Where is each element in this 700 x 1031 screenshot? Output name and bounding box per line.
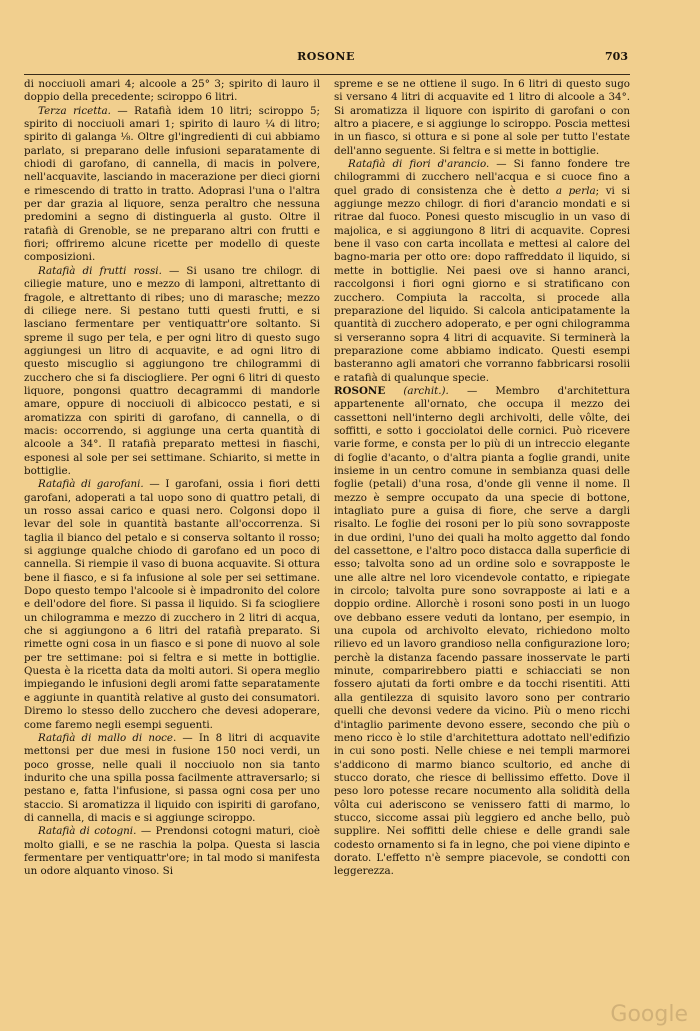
left-column	[24, 78, 320, 1003]
running-header	[24, 50, 628, 66]
recipe-text: — Prendonsi cotogni maturi, cioè molto gialli, e se ne raschia la polpa. Questa si lascia fermentare per ventiquattr'ore; in tal modo si manifesta un odore alquanto vinoso. Si	[24, 825, 320, 878]
entry-abbreviation: (archit.).	[403, 384, 449, 397]
entry-term: ROSONE	[334, 384, 386, 397]
paragraph-terza-ricetta	[24, 105, 320, 265]
paragraph-frutti-rossi	[24, 265, 320, 479]
page-number: 703	[605, 50, 628, 63]
header-rule	[24, 74, 630, 75]
recipe-text: — I garofani, ossia i fiori detti garofani, adoperati a tal uopo sono di quattro petali, di un rosso assai carico e quasi nero. Colgonsi dopo il levar del sole in quantità bastante all'occorrenza. Si taglia il bianco del petalo e si conserva soltanto il rosso; si aggiunge qualche chiodo di garofano ed un poco di cannella. Si riempie il vaso di buona acquavite. Si ottura bene il fiasco, e si fa infusione al sole per sei settimane. Dopo questo tempo l'alcoole si è impadronito del colore e dell'odore del fiore. Si passa il liquido. Si fa sciogliere un chilogramma e mezzo di zucchero in 2 litri di acqua, che si aggiungono a 6 litri del ratafià preparato. Si rimette ogni cosa in un fiasco e si pone di nuovo al sole per tre settimane: poi si feltra e si mette in bottiglie. Questa è la ricetta data da molti autori. Si opera meglio impiegando le infusioni degli aromi fatte separatamente e aggiunte in quantità relative al gusto dei consumatori. Diremo lo stesso dello zucchero che devesi adoperare, come faremo negli esempi seguenti.	[24, 478, 320, 731]
recipe-text-emphasis: a perla	[555, 184, 596, 197]
paragraph-garofani	[24, 478, 320, 732]
recipe-text: ; vi si aggiunge mezzo chilogr. di fiori d'arancio mondati e si ritrae dal fuoco. Ponesi questo miscuglio in un vaso di majolica, e si aggiungono 8 litri di acquavite. Copresi bene il vaso con carta incollata e mettesi al calore del bagno-maria per otto ore: dopo raffreddato il liquido, si mette in bottiglie. Nei paesi ove si hanno aranci, raccolgonsi i fiori ogni giorno e si stratificano con zucchero. Compiuta la raccolta, si procede alla preparazione del liquido. Si calcola anticipatamente la quantità di zucchero adoperato, e per ogni chilogramma si verseranno sopra 4 litri di acquavite. Si terminerà la preparazione come abbiamo indicato. Questi esempi basteranno agli amatori che vorranno fabbricarsi rosolii e ratafià di qualunque specie.	[334, 184, 630, 384]
running-title: ROSONE	[297, 50, 355, 63]
paragraph-continuation: di nocciuoli amari 4; alcoole a 25° 3; spirito di lauro il doppio della precedente; sciroppo 6 litri.	[24, 78, 320, 104]
recipe-text: — Si fanno fondere tre chilogrammi di zucchero nell'acqua e si cuoce fino a quel grado di consistenza che è detto	[334, 158, 630, 197]
right-column	[334, 78, 630, 1003]
recipe-heading: Ratafià di garofani.	[38, 478, 144, 491]
recipe-heading: Ratafià di cotogni.	[38, 825, 137, 838]
entry-rosone	[334, 385, 630, 879]
recipe-heading: Terza ricetta.	[38, 104, 111, 117]
recipe-text: — Si usano tre chilogr. di ciliegie mature, uno e mezzo di lamponi, altrettanto di fragole, e altrettanto di ribes; uno di marasche; mezzo di ciliege nere. Si pestano tutti questi frutti, e si lasciano fermentare per ventiquattr'ore soltanto. Si spreme il sugo per tela, e per ogni litro di questo sugo aggiungesi un litro di acquavite, e ad ogni litro di questo miscuglio si aggiungono tre chilogrammi di zucchero che si fa disciogliere. Per ogni 6 litri di questo liquore, pongonsi quattro decagrammi di mandorle amare, oppure di nocciuoli di albicocco pestati, e si aromatizza con spiriti di garofano, di cannella, o di macis: occorrendo, si aggiunge una certa quantità di alcoole a 34°. Il ratafià preparato mettesi in fiaschi, esponesi al sole per sei settimane. Schiarito, si mette in bottiglie.	[24, 264, 320, 477]
recipe-heading: Ratafià di mallo di noce.	[38, 731, 177, 744]
paragraph-mallo-di-noce	[24, 732, 320, 825]
recipe-text: — In 8 litri di acquavite mettonsi per due mesi in fusione 150 noci verdi, un poco grosse, nelle quali il nocciuolo non sia tanto indurito che una spilla possa facilmente attraversarlo; si pestano e, fatta l'infusione, si passa ogni cosa per uno staccio. Si aromatizza il liquido con ispiriti di garofano, di cannella, di macis e si aggiunge sciroppo.	[24, 731, 320, 824]
recipe-heading: Ratafià di fiori d'arancio.	[348, 158, 490, 171]
recipe-heading: Ratafià di frutti rossi.	[38, 264, 162, 277]
recipe-text: — Ratafià idem 10 litri; sciroppo 5; spirito di nocciuoli amari 1; spirito di lauro ¼ di litro; spirito di galanga ⅛. Oltre gl'ingredienti di cui abbiamo parlato, si preparano delle infusioni separatamente di chiodi di garofano, di cannella, di macis in polvere, nell'acquavite, lasciando in macerazione per dieci giorni e rimescendo di tratto in tratto. Adoprasi l'una o l'altra per dar grazia al liquore, senza peraltro che nessuna predomini a segno di distinguerla al gusto. Oltre il ratafià di Grenoble, se ne preparano altri con frutti e fiori; offriremo alcune ricette per modello di queste composizioni.	[24, 104, 320, 264]
entry-text: — Membro d'architettura appartenente all'ornato, che occupa il mezzo dei cassettoni nell'interno degli archivolti, delle vôlte, dei soffitti, e sotto i gocciolatoi delle cornici. Può ricevere varie forme, e consta per lo più di un intreccio elegante di foglie d'acanto, o d'altra pianta a foglie grandi, unite insieme in un centro comune in sembianza quasi delle foglie (petali) d'una rosa, d'onde gli venne il nome. Il mezzo è sempre occupato da una specie di bottone, intagliato pure a guisa di fiore, che serve a dargli risalto. Le foglie dei rosoni per lo più sono sovrapposte in due ordini, l'uno dei quali ha molto aggetto dal fondo del cassettone, e l'altro poco distacca dalla superficie di esso; talvolta sono ad un ordine solo e sovrapposte le une alle altre nel loro vicendevole contatto, e ripiegate in circolo; talvolta pure sono sovrapposte ai lati e a doppio ordine. Allorchè i rosoni sono posti in un luogo ove debbano essere veduti da lontano, per esempio, in una cupola od archivolto elevato, richiedono molto rilievo ed un lavoro grandioso nella configurazione loro; perchè la distanza facendo passare inosservate le parti minute, comparirebbero piatti e schiacciati se non fossero ajutati da forti ombre e da tocchi risentiti. Atti alla gentilezza di squisito lavoro sono per contrario quelli che devonsi vedere da vicino. Più o meno ricchi d'intaglio parimente devono essere, secondo che più o meno ricco è lo stile d'architettura adottato nell'edifizio in cui sono posti. Nelle chiese e nei templi marmorei s'addicono di marmo bianco scultorio, ed anche di stucco dorato, che riesce di bellissimo effetto. Dove il peso loro potesse recare nocumento alla solidità della vôlta cui aderiscono se venissero fatti di marmo, lo stucco, siccome assai più leggiero ed anche bello, può supplire. Nei soffitti delle chiese e delle grandi sale codesto ornamento si fa in legno, che poi viene dipinto e dorato. L'effetto n'è sempre piacevole, se condotti con leggerezza.	[334, 384, 630, 878]
paragraph-fiori-arancio	[334, 158, 630, 385]
paragraph-cotogni	[24, 825, 320, 878]
paragraph-continuation: spreme e se ne ottiene il sugo. In 6 litri di questo sugo si versano 4 litri di acquavite ed 1 litro di alcoole a 34°. Si aromatizza il liquore con ispirito di garofani o con altro a piacere, e si aggiunge lo sciroppo. Poscia mettesi in un fiasco, si ottura e si pone al sole per tutto l'estate dell'anno seguente. Si feltra e si mette in bottiglie.	[334, 78, 630, 157]
watermark: Google	[610, 1002, 688, 1027]
